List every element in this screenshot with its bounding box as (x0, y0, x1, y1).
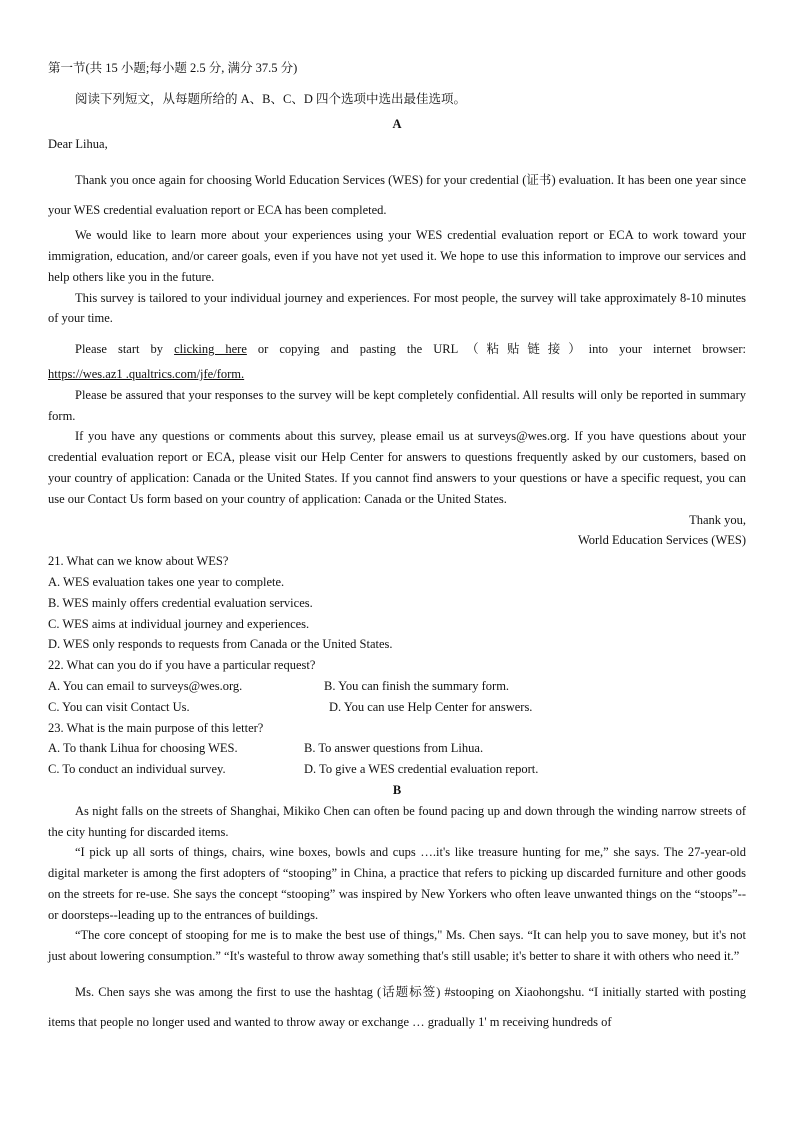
q22-option-d[interactable]: D. You can use Help Center for answers. (329, 699, 533, 714)
q21-stem: 21. What can we know about WES? (48, 554, 229, 569)
q22-option-b[interactable]: B. You can finish the summary form. (324, 678, 510, 693)
survey-url-link[interactable]: https://wes.az1 .qualtrics.com/jfe/form. (48, 366, 245, 381)
letter-paragraph-3: This survey is tailored to your individual journey and experiences. For most people, the survey will take approximately 8-10 minutes of your time. (48, 290, 746, 326)
letter-paragraph-6: If you have any questions or comments about this survey, please email us at surveys@wes.org. If you have questions about your credential evaluation report or ECA, please visit our Help Center for answers to questions frequently asked by our customers, based on your country of application: Canada or the United States. If you cannot find answers to your questions or have a specific request, you can use our Contact Us form based on your country of application: Canada or the United States. (48, 429, 746, 506)
q21-option-d[interactable]: D. WES only responds to requests from Canada or the United States. (48, 637, 393, 652)
letter-paragraph-1: Thank you once again for choosing World Education Services (WES) for your credential (证书) evaluation. It has been one year since your WES credential evaluation report or ECA has been completed. (48, 173, 746, 218)
question-21 (48, 551, 746, 655)
passage-b-paragraph-1: As night falls on the streets of Shanghai, Mikiko Chen can often be found pacing up and down through the winding narrow streets of the city hunting for discarded items. (48, 803, 746, 839)
passage-b-paragraph-3: “The core concept of stooping for me is to make the best use of things," Ms. Chen says. “It can help you to save money, but it's not just about lowering consumption.” “It's wasteful to throw away something that's still usable; it's better to share it with others who need it.” (48, 928, 746, 964)
q21-option-a[interactable]: A. WES evaluation takes one year to complete. (48, 574, 285, 589)
q23-option-b[interactable]: B. To answer questions from Lihua. (304, 741, 484, 756)
letter-paragraph-2: We would like to learn more about your experiences using your WES credential evaluation report or ECA to work toward your immigration, education, and/or career goals, even if you have not yet used it. We hope to use this information to improve our services and help others like you in the future. (48, 228, 746, 284)
letter-signature: World Education Services (WES) (577, 533, 746, 548)
letter-paragraph-5: Please be assured that your responses to the survey will be kept completely confidential. All results will only be reported in summary form. (48, 387, 746, 423)
passage-b-label: B (392, 782, 402, 797)
q22-options-row-1 (48, 676, 746, 697)
passage-b-paragraph-4: Ms. Chen says she was among the first to use the hashtag (话题标签) #stooping on Xiaohongshu. “I initially started with posting items that people no longer used and wanted to throw away or exchange … gradually 1' m receiving hundreds of (48, 985, 746, 1030)
q22-options-row-2 (48, 697, 746, 718)
p4-mid: or copying and pasting the URL（粘贴链接）into your internet browser: (246, 342, 746, 357)
q23-stem: 23. What is the main purpose of this letter? (48, 720, 264, 735)
section-header: 第一节(共 15 小题;每小题 2.5 分, 满分 37.5 分) (48, 61, 298, 75)
question-23 (48, 718, 746, 780)
q21-option-c[interactable]: C. WES aims at individual journey and experiences. (48, 616, 310, 631)
clicking-here-link[interactable]: clicking here (174, 342, 247, 357)
p4-start: Please start by (75, 342, 175, 357)
q23-options-row-2 (48, 759, 746, 780)
letter-closing: Thank you, (689, 512, 746, 527)
q23-option-a[interactable]: A. To thank Lihua for choosing WES. (48, 741, 238, 756)
q22-option-c[interactable]: C. You can visit Contact Us. (48, 699, 190, 714)
q23-option-c[interactable]: C. To conduct an individual survey. (48, 762, 226, 777)
passage-b-paragraph-2: “I pick up all sorts of things, chairs, wine boxes, bowls and cups ….it's like treasure hunting for me,” she says. The 27-year-old digital marketer is among the first adopters of “stooping” in China, a practice that refers to picking up discarded furniture and other goods on the streets for re-use. She says the concept “stooping” was inspired by New Yorkers who often leave unwanted things on the “stoops”-- or doorsteps--leading up to the entrances of buildings. (48, 845, 746, 922)
q23-options-row-1 (48, 738, 746, 759)
survey-url (48, 364, 746, 385)
instruction: 阅读下列短文，从每题所给的 A、B、C、D 四个选项中选出最佳选项。 (75, 91, 466, 106)
letter-salutation: Dear Lihua, (48, 137, 108, 152)
question-22 (48, 655, 746, 717)
q22-stem: 22. What can you do if you have a particular request? (48, 658, 316, 673)
passage-a-label: A (392, 116, 402, 131)
exam-page (48, 58, 746, 1037)
q21-option-b[interactable]: B. WES mainly offers credential evaluation services. (48, 595, 313, 610)
q23-option-d[interactable]: D. To give a WES credential evaluation report. (304, 762, 539, 777)
letter-paragraph-4 (48, 339, 746, 360)
q22-option-a[interactable]: A. You can email to surveys@wes.org. (48, 678, 243, 693)
